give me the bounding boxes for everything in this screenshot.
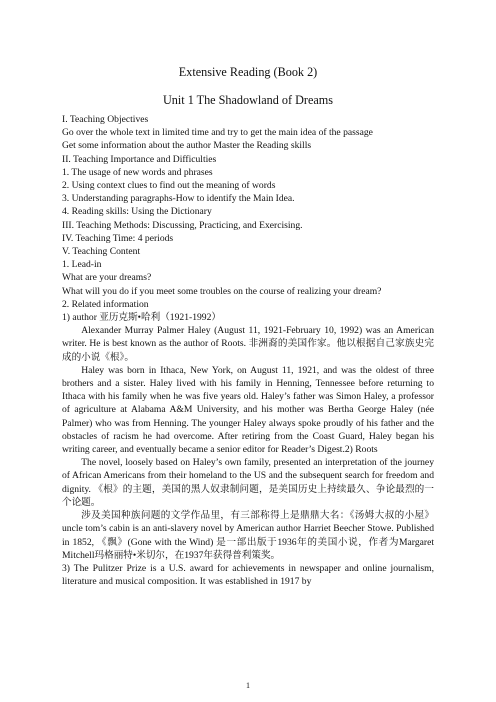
page-number: 1 [246,681,250,690]
page-content [62,64,444,588]
objective-line: Go over the whole text in limited time and try to get the main idea of the passage [62,127,373,139]
heading-teaching-time: IV. Teaching Time: 4 periods [62,232,174,244]
heading-importance-difficulties: II. Teaching Importance and Difficulties [62,153,217,165]
subheading-lead-in: 1. Lead-in [62,259,102,271]
paragraph-pulitzer: 3) The Pulitzer Prize is a U.S. award for achievements in newspaper and online journalism, literature and musical composition. It was established in 1917 by [62,562,434,588]
question-line: What will you do if you meet some troubles on the course of realizing your dream? [62,285,382,297]
list-item: 1. The usage of new words and phrases [62,166,213,178]
list-item: 4. Reading skills: Using the Dictionary [62,206,212,218]
heading-teaching-methods: III. Teaching Methods: Discussing, Practicing, and Exercising. [62,219,303,231]
document-title: Extensive Reading (Book 2) [178,65,318,79]
subheading-related-information: 2. Related information [62,298,149,310]
objective-line: Get some information about the author Master the Reading skills [62,140,312,152]
unit-title: Unit 1 The Shadowland of Dreams [162,93,334,107]
paragraph-roots: The novel, loosely based on Haley’s own family, presented an interpretation of the journey of African Americans from their homeland to the US and the subsequent search for freedom and dignity. 《根》的主题，美国的黑人奴隶制问题，是美国历史上持续最久、争论最烈的一个论题。 [62,457,434,508]
heading-teaching-objectives: I. Teaching Objectives [62,114,149,125]
question-line: What are your dreams? [62,272,152,284]
paragraph-race-literature: 涉及美国种族问题的文学作品里，有三部称得上是鼎鼎大名：《汤姆大叔的小屋》uncle tom’s cabin is an anti-slavery novel by American author Harriet Beecher Stowe. Published in 1852, 《飘》(Gone with the Wind) 是一部出版于1936年的美国小说，作者为Margaret Mitchell玛格丽特•米切尔，在1937年获得普利策奖。 [62,510,444,561]
list-item: 2. Using context clues to find out the meaning of words [62,180,276,192]
list-item: 3. Understanding paragraphs-How to identify the Main Idea. [62,193,295,205]
heading-teaching-content: V. Teaching Content [62,246,141,258]
paragraph-author-intro: Alexander Murray Palmer Haley (August 11, 1921-February 10, 1992) was an American writer. He is best known as the author of Roots. 非洲裔的美国作家。他以根据自己家族史完成的小说《根》。 [62,325,434,363]
author-heading: 1) author 亚历克斯•哈利（1921-1992） [62,312,221,324]
paragraph-author-bio: Haley was born in Ithaca, New York, on August 11, 1921, and was the oldest of three brothers and a sister. Haley lived with his family in Henning, Tennessee before returning to Ithaca with his family when he was five years old. Haley’s father was Simon Haley, a professor of agriculture at Alabama A&M University, and his mother was Bertha George Haley (née Palmer) who was from Henning. The younger Haley always spoke proudly of his father and the obstacles of racism he had overcome. After retiring from the Coast Guard, Haley began his writing career, and eventually became a senior editor for Reader’s Digest.2) Roots [62,364,434,456]
